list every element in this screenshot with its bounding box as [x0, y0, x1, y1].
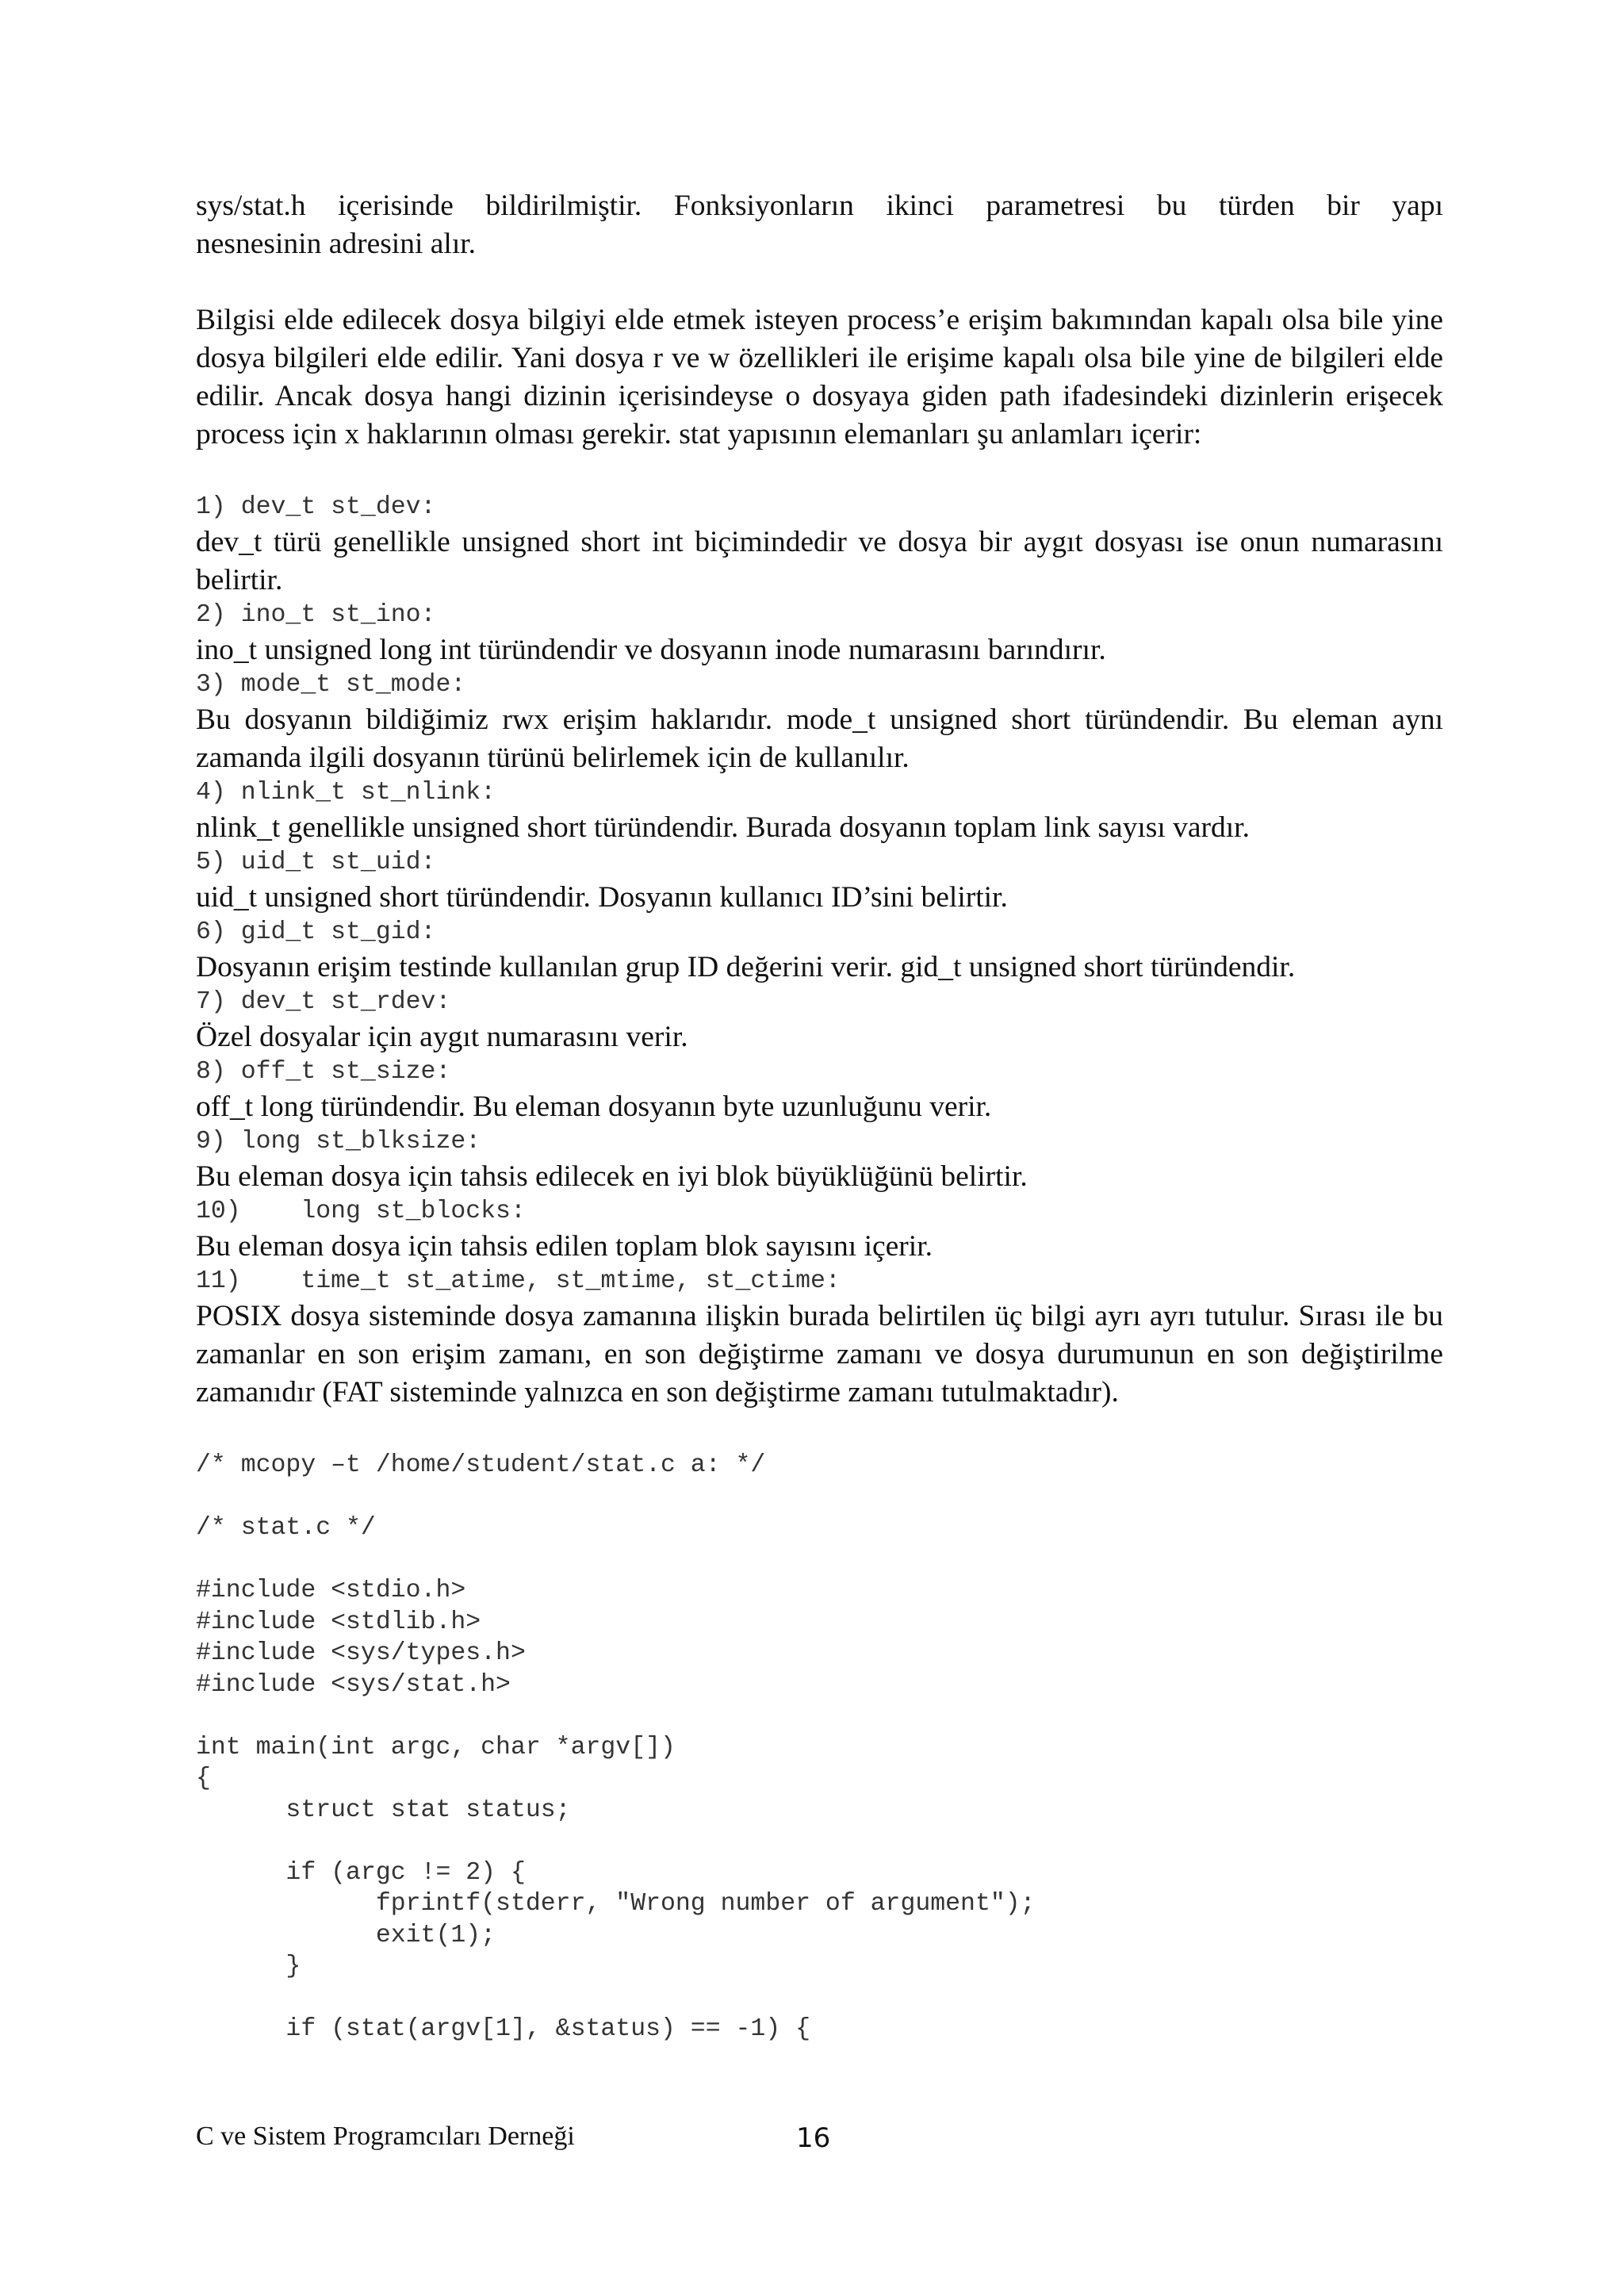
- stat-field-item: [196, 847, 1443, 917]
- code-line: #include <sys/stat.h>: [196, 1670, 511, 1699]
- code-line: fprintf(stderr, "Wrong number of argument");: [196, 1890, 1036, 1918]
- stat-field-description: Bu eleman dosya için tahsis edilen toplam blok sayısını içerir.: [196, 1230, 933, 1263]
- stat-field-description: Özel dosyalar için aygıt numarasını verir.: [196, 1021, 688, 1053]
- code-line: #include <sys/types.h>: [196, 1639, 526, 1667]
- stat-field-description: Bu dosyanın bildiğimiz rwx erişim haklarıdır. mode_t unsigned short türündendir. Bu eleman aynı zamanda ilgili dosyanın türünü belirlemek için de kullanılır.: [196, 703, 1443, 774]
- code-line: int main(int argc, char *argv[]): [196, 1733, 676, 1761]
- stat-field-name: 10) long st_blocks:: [196, 1198, 526, 1225]
- stat-field-item: [196, 1196, 1443, 1266]
- intro-paragraph-line1: sys/stat.h içerisinde bildirilmiştir. Fonksiyonların ikinci parametresi bu türden bir yapı: [196, 190, 1443, 222]
- stat-field-name: 5) uid_t st_uid:: [196, 849, 436, 876]
- stat-field-name: 3) mode_t st_mode:: [196, 671, 466, 699]
- stat-field-description: POSIX dosya sisteminde dosya zamanına ilişkin burada belirtilen üç bilgi ayrı ayrı tutulur. Sırası ile bu zamanlar en son erişim zamanı, en son değiştirme zamanı ve dosya durumunun en son değiştirilme zamanıdır (FAT sisteminde yalnızca en son değiştirme zamanı tutulmaktadır).: [196, 1300, 1443, 1409]
- stat-field-name: 11) time_t st_atime, st_mtime, st_ctime:: [196, 1267, 841, 1295]
- stat-field-description: off_t long türündendir. Bu eleman dosyanın byte uzunluğunu verir.: [196, 1091, 992, 1123]
- stat-field-description: dev_t türü genellikle unsigned short int biçimindedir ve dosya bir aygıt dosyası ise onun numarasını belirtir.: [196, 526, 1443, 596]
- code-line: exit(1);: [196, 1921, 496, 1949]
- stat-field-item: [196, 987, 1443, 1056]
- stat-field-item: [196, 1056, 1443, 1126]
- footer-organization: C ve Sistem Programcıları Derneği: [196, 2122, 575, 2151]
- stat-field-description: Bu eleman dosya için tahsis edilecek en iyi blok büyüklüğünü belirtir.: [196, 1160, 1028, 1193]
- code-line: }: [196, 1953, 301, 1980]
- stat-field-item: [196, 777, 1443, 847]
- access-paragraph: Bilgisi elde edilecek dosya bilgiyi elde etmek isteyen process’e erişim bakımından kapalı olsa bile yine dosya bilgileri elde edilir. Yani dosya r ve w özellikleri ile erişime kapalı olsa bile yine de bilgileri elde edilir. Ancak dosya hangi dizinin içerisindeyse o dosyaya giden path ifadesindeki dizinlerin erişecek process için x haklarının olması gerekir. stat yapısının elemanları şu anlamları içerir:: [196, 304, 1443, 450]
- stat-field-list: [196, 492, 1443, 1412]
- stat-field-name: 4) nlink_t st_nlink:: [196, 779, 496, 807]
- stat-field-name: 6) gid_t st_gid:: [196, 918, 436, 946]
- code-line: {: [196, 1765, 211, 1792]
- code-line: #include <stdio.h>: [196, 1577, 466, 1604]
- code-line: /* mcopy –t /home/student/stat.c a: */: [196, 1451, 766, 1479]
- stat-field-item: [196, 669, 1443, 777]
- stat-field-item: [196, 1126, 1443, 1196]
- stat-field-name: 9) long st_blksize:: [196, 1128, 481, 1156]
- code-line: /* stat.c */: [196, 1514, 376, 1542]
- stat-field-description: nlink_t genellikle unsigned short türündendir. Burada dosyanın toplam link sayısı vardır.: [196, 811, 1250, 844]
- stat-field-description: Dosyanın erişim testinde kullanılan grup ID değerini verir. gid_t unsigned short türündendir.: [196, 951, 1296, 983]
- page-number: 16: [796, 2122, 831, 2154]
- stat-field-description: uid_t unsigned short türündendir. Dosyanın kullanıcı ID’sini belirtir.: [196, 881, 1008, 914]
- stat-field-item: [196, 600, 1443, 669]
- stat-field-item: [196, 492, 1443, 600]
- stat-field-name: 8) off_t st_size:: [196, 1058, 451, 1086]
- stat-field-item: [196, 1266, 1443, 1412]
- code-line: if (argc != 2) {: [196, 1858, 526, 1887]
- page-body: [196, 187, 1443, 2045]
- intro-paragraph-line2: nesnesinin adresini alır.: [196, 228, 477, 260]
- code-line: if (stat(argv[1], &status) == -1) {: [196, 2015, 811, 2043]
- stat-field-name: 1) dev_t st_dev:: [196, 493, 436, 521]
- stat-field-name: 2) ino_t st_ino:: [196, 601, 436, 629]
- code-line: struct stat status;: [196, 1796, 571, 1824]
- code-line: #include <stdlib.h>: [196, 1608, 481, 1636]
- stat-field-name: 7) dev_t st_rdev:: [196, 988, 451, 1016]
- code-listing: [196, 1450, 1443, 2045]
- stat-field-description: ino_t unsigned long int türündendir ve dosyanın inode numarasını barındırır.: [196, 634, 1106, 666]
- stat-field-item: [196, 917, 1443, 987]
